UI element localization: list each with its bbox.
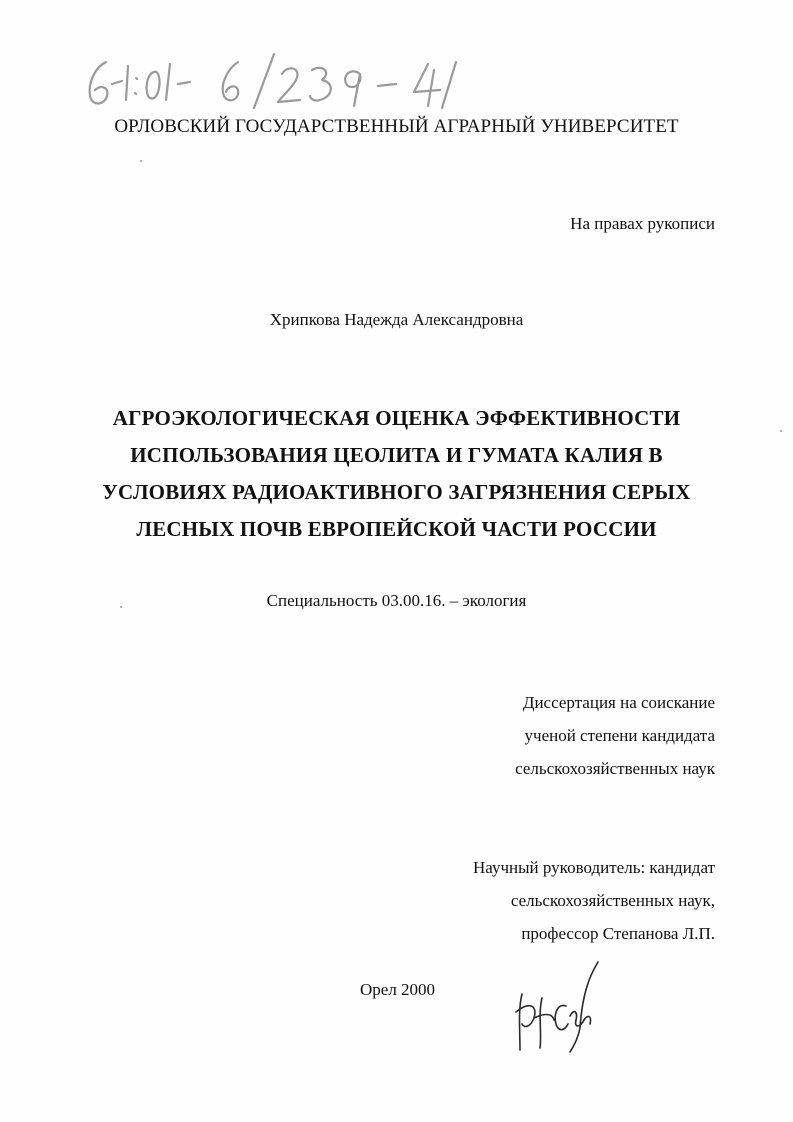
supervisor-line-3: профессор Степанова Л.П. [521,924,715,943]
scan-speck [780,430,782,432]
handwritten-archive-code [78,48,518,118]
handwritten-signature [508,958,608,1058]
scan-speck [120,606,122,608]
university-name: ОРЛОВСКИЙ ГОСУДАРСТВЕННЫЙ АГРАРНЫЙ УНИВЕРСИТЕТ [114,116,679,137]
supervisor-line-1: Научный руководитель: кандидат [473,858,715,877]
dissertation-line-1: Диссертация на соискание [522,693,715,712]
title-line-2: ИСПОЛЬЗОВАНИЯ ЦЕОЛИТА И ГУМАТА КАЛИЯ В [130,443,663,467]
scan-speck [140,160,142,162]
supervisor-line-2: сельскохозяйственных наук, [510,891,715,910]
city-year: Орел 2000 [360,980,436,999]
title-line-4: ЛЕСНЫХ ПОЧВ ЕВРОПЕЙСКОЙ ЧАСТИ РОССИИ [136,517,657,541]
dissertation-degree-block [515,686,715,785]
title-line-3: УСЛОВИЯХ РАДИОАКТИВНОГО ЗАГРЯЗНЕНИЯ СЕРЫХ [102,480,691,504]
dissertation-title [60,400,733,548]
dissertation-line-3: сельскохозяйственных наук [515,759,715,778]
supervisor-block [473,851,715,950]
specialty-line: Специальность 03.00.16. – экология [266,591,527,610]
title-line-1: АГРОЭКОЛОГИЧЕСКАЯ ОЦЕНКА ЭФФЕКТИВНОСТИ [112,406,681,430]
author-name: Хрипкова Надежда Александровна [269,310,524,329]
dissertation-line-2: ученой степени кандидата [524,726,715,745]
manuscript-rights-note: На правах рукописи [570,214,715,233]
